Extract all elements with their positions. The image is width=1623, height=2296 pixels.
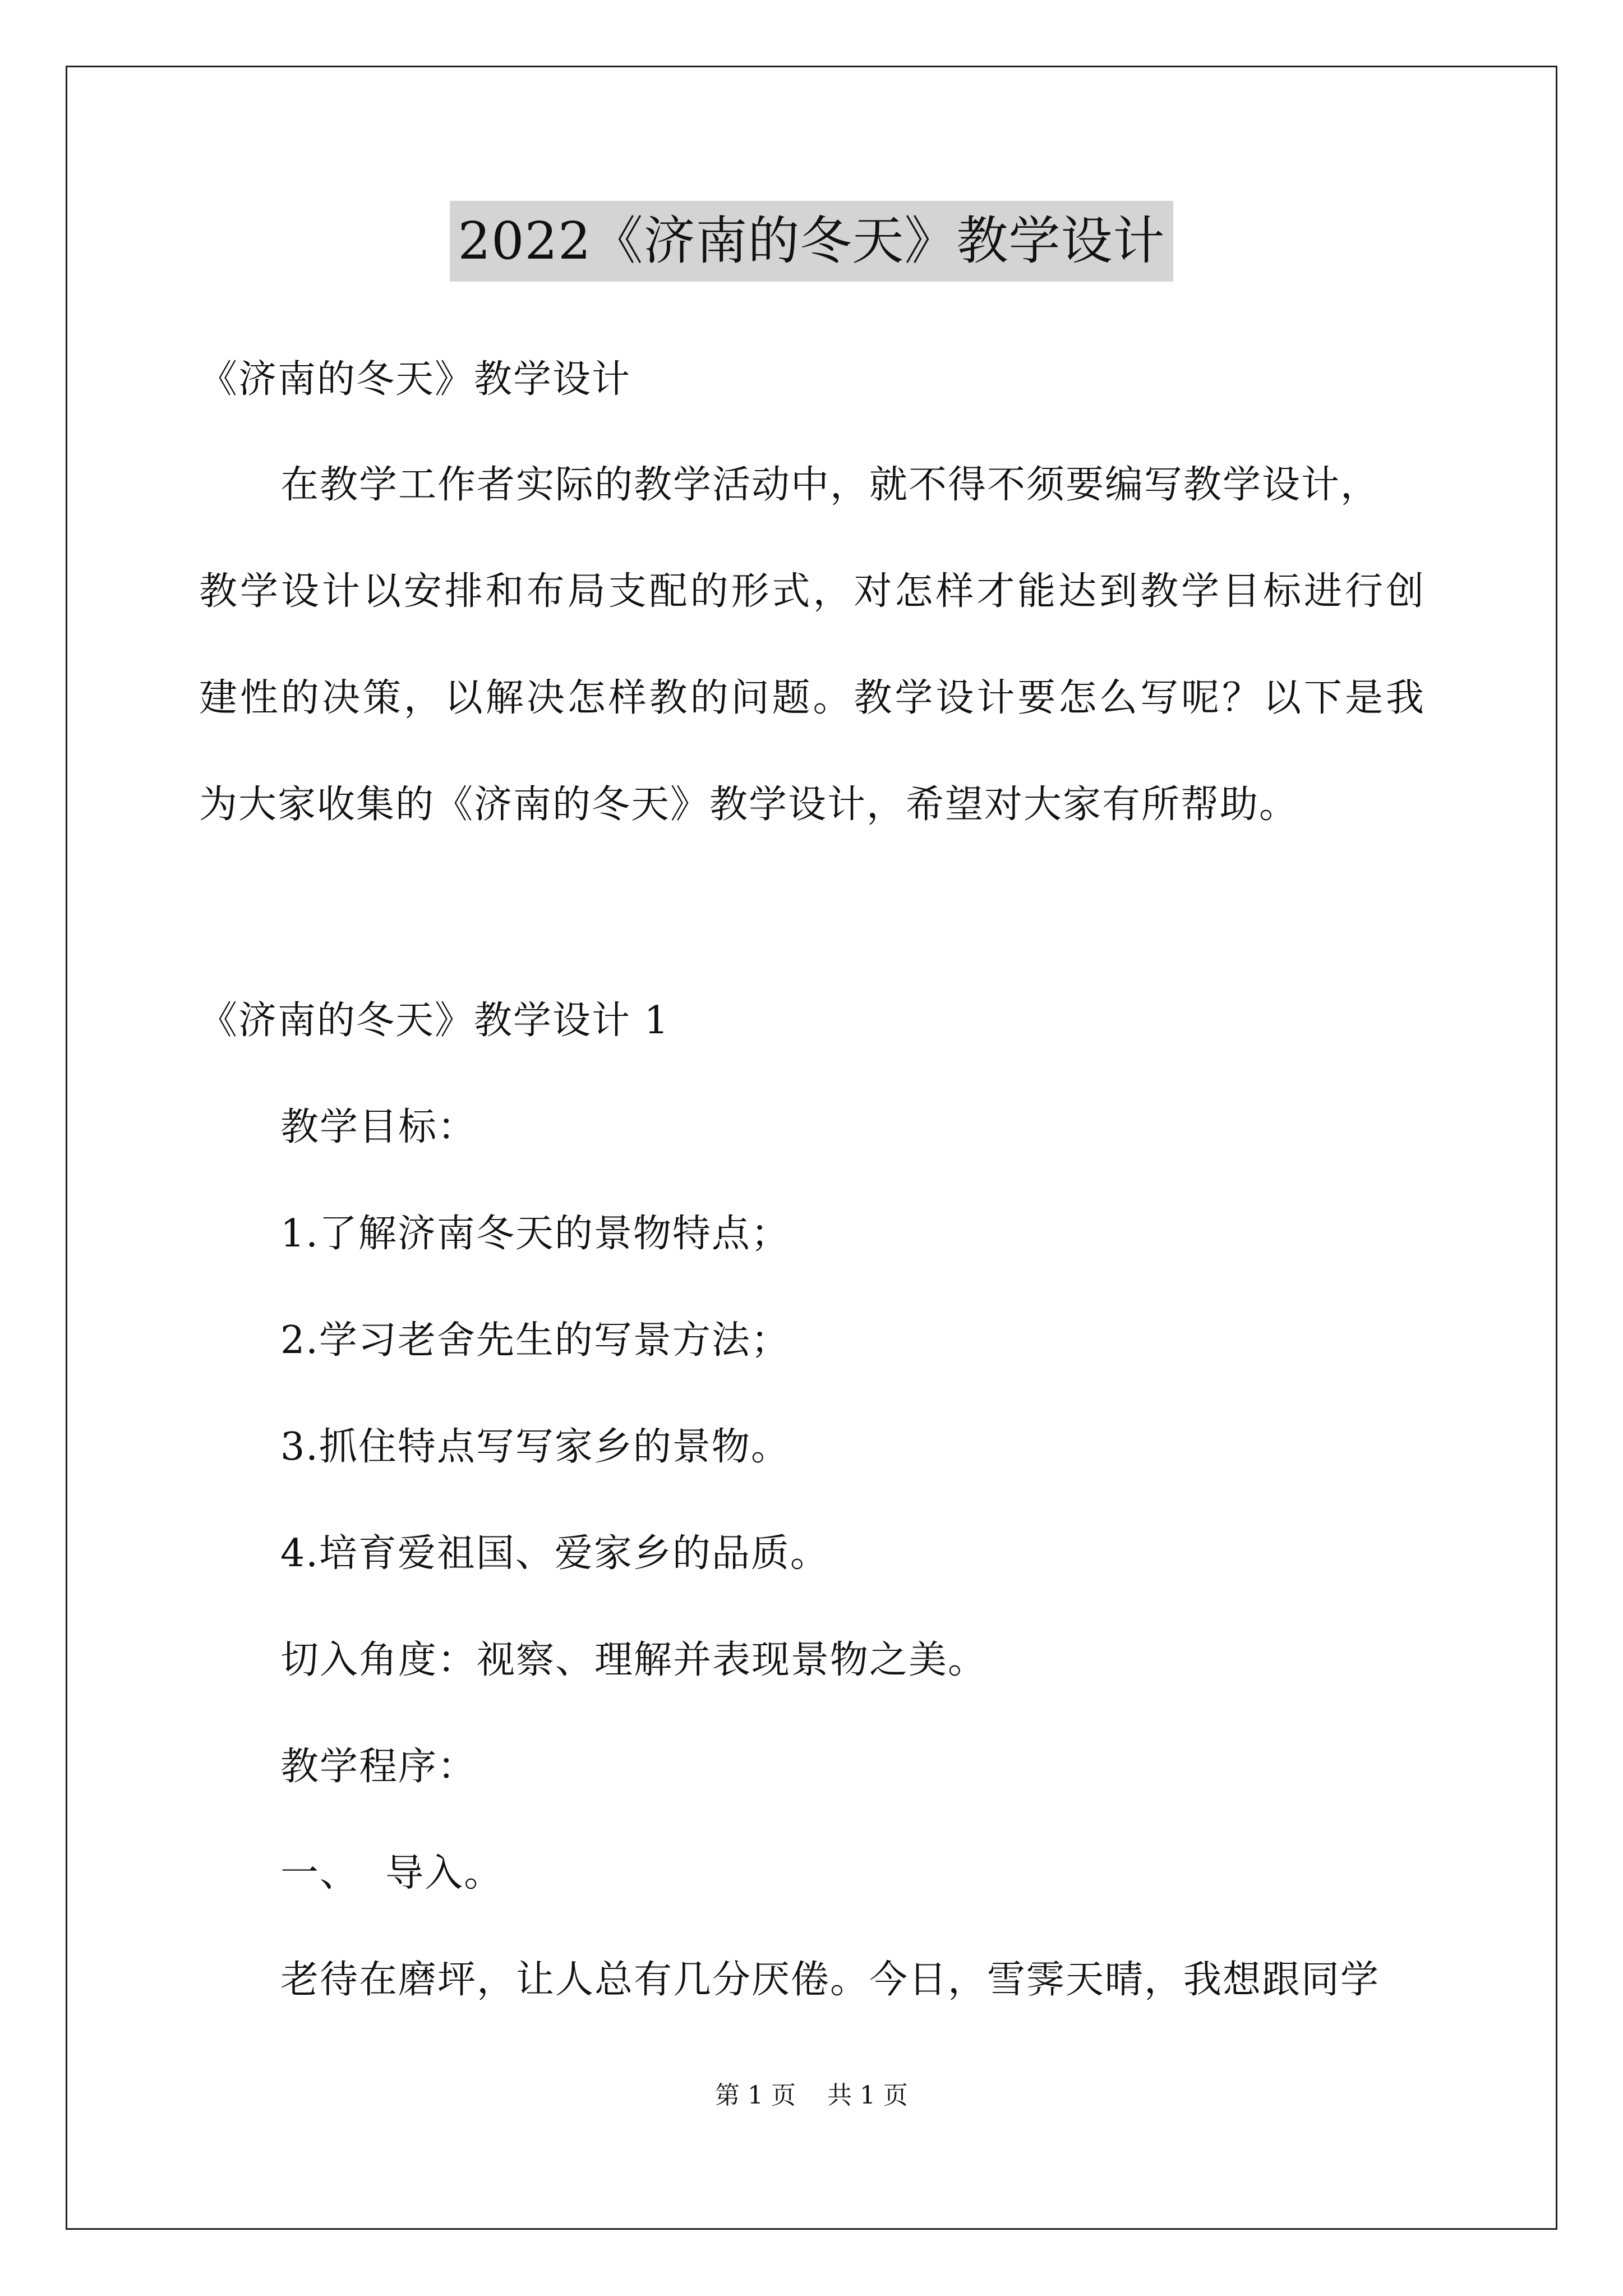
intro-line-3: 建性的决策，以解决怎样教的问题。教学设计要怎么写呢？以下是我: [199, 676, 1425, 720]
page-footer: 第 1 页 共 1 页: [715, 2081, 908, 2110]
goals-heading: 教学目标：: [280, 1105, 477, 1149]
goal-item-1: 1.了解济南冬天的景物特点；: [280, 1212, 790, 1256]
section-heading: 《济南的冬天》教学设计 1: [199, 999, 670, 1043]
document-subtitle: 《济南的冬天》教学设计: [199, 357, 631, 402]
intro-line-2: 教学设计以安排和布局支配的形式，对怎样才能达到教学目标进行创: [199, 569, 1425, 614]
intro-line-1: 在教学工作者实际的教学活动中，就不得不须要编写教学设计，: [280, 463, 1380, 507]
document-title: 2022《济南的冬天》教学设计: [450, 201, 1173, 282]
document-title-wrap: [0, 201, 1623, 282]
procedure-heading: 教学程序：: [280, 1745, 477, 1789]
step-one: 一、 导入。: [280, 1851, 504, 1895]
goal-item-3: 3.抓住特点写写家乡的景物。: [280, 1425, 790, 1469]
goal-item-4: 4.培育爱祖国、爱家乡的品质。: [280, 1531, 829, 1576]
intro-line-4: 为大家收集的《济南的冬天》教学设计，希望对大家有所帮助。: [199, 783, 1299, 827]
goal-item-2: 2.学习老舍先生的写景方法；: [280, 1318, 790, 1363]
angle-text: 切入角度：视察、理解并表现景物之美。: [280, 1638, 988, 1682]
body-last-line: 老待在磨坪，让人总有几分厌倦。今日，雪霁天晴，我想跟同学: [280, 1958, 1380, 2002]
